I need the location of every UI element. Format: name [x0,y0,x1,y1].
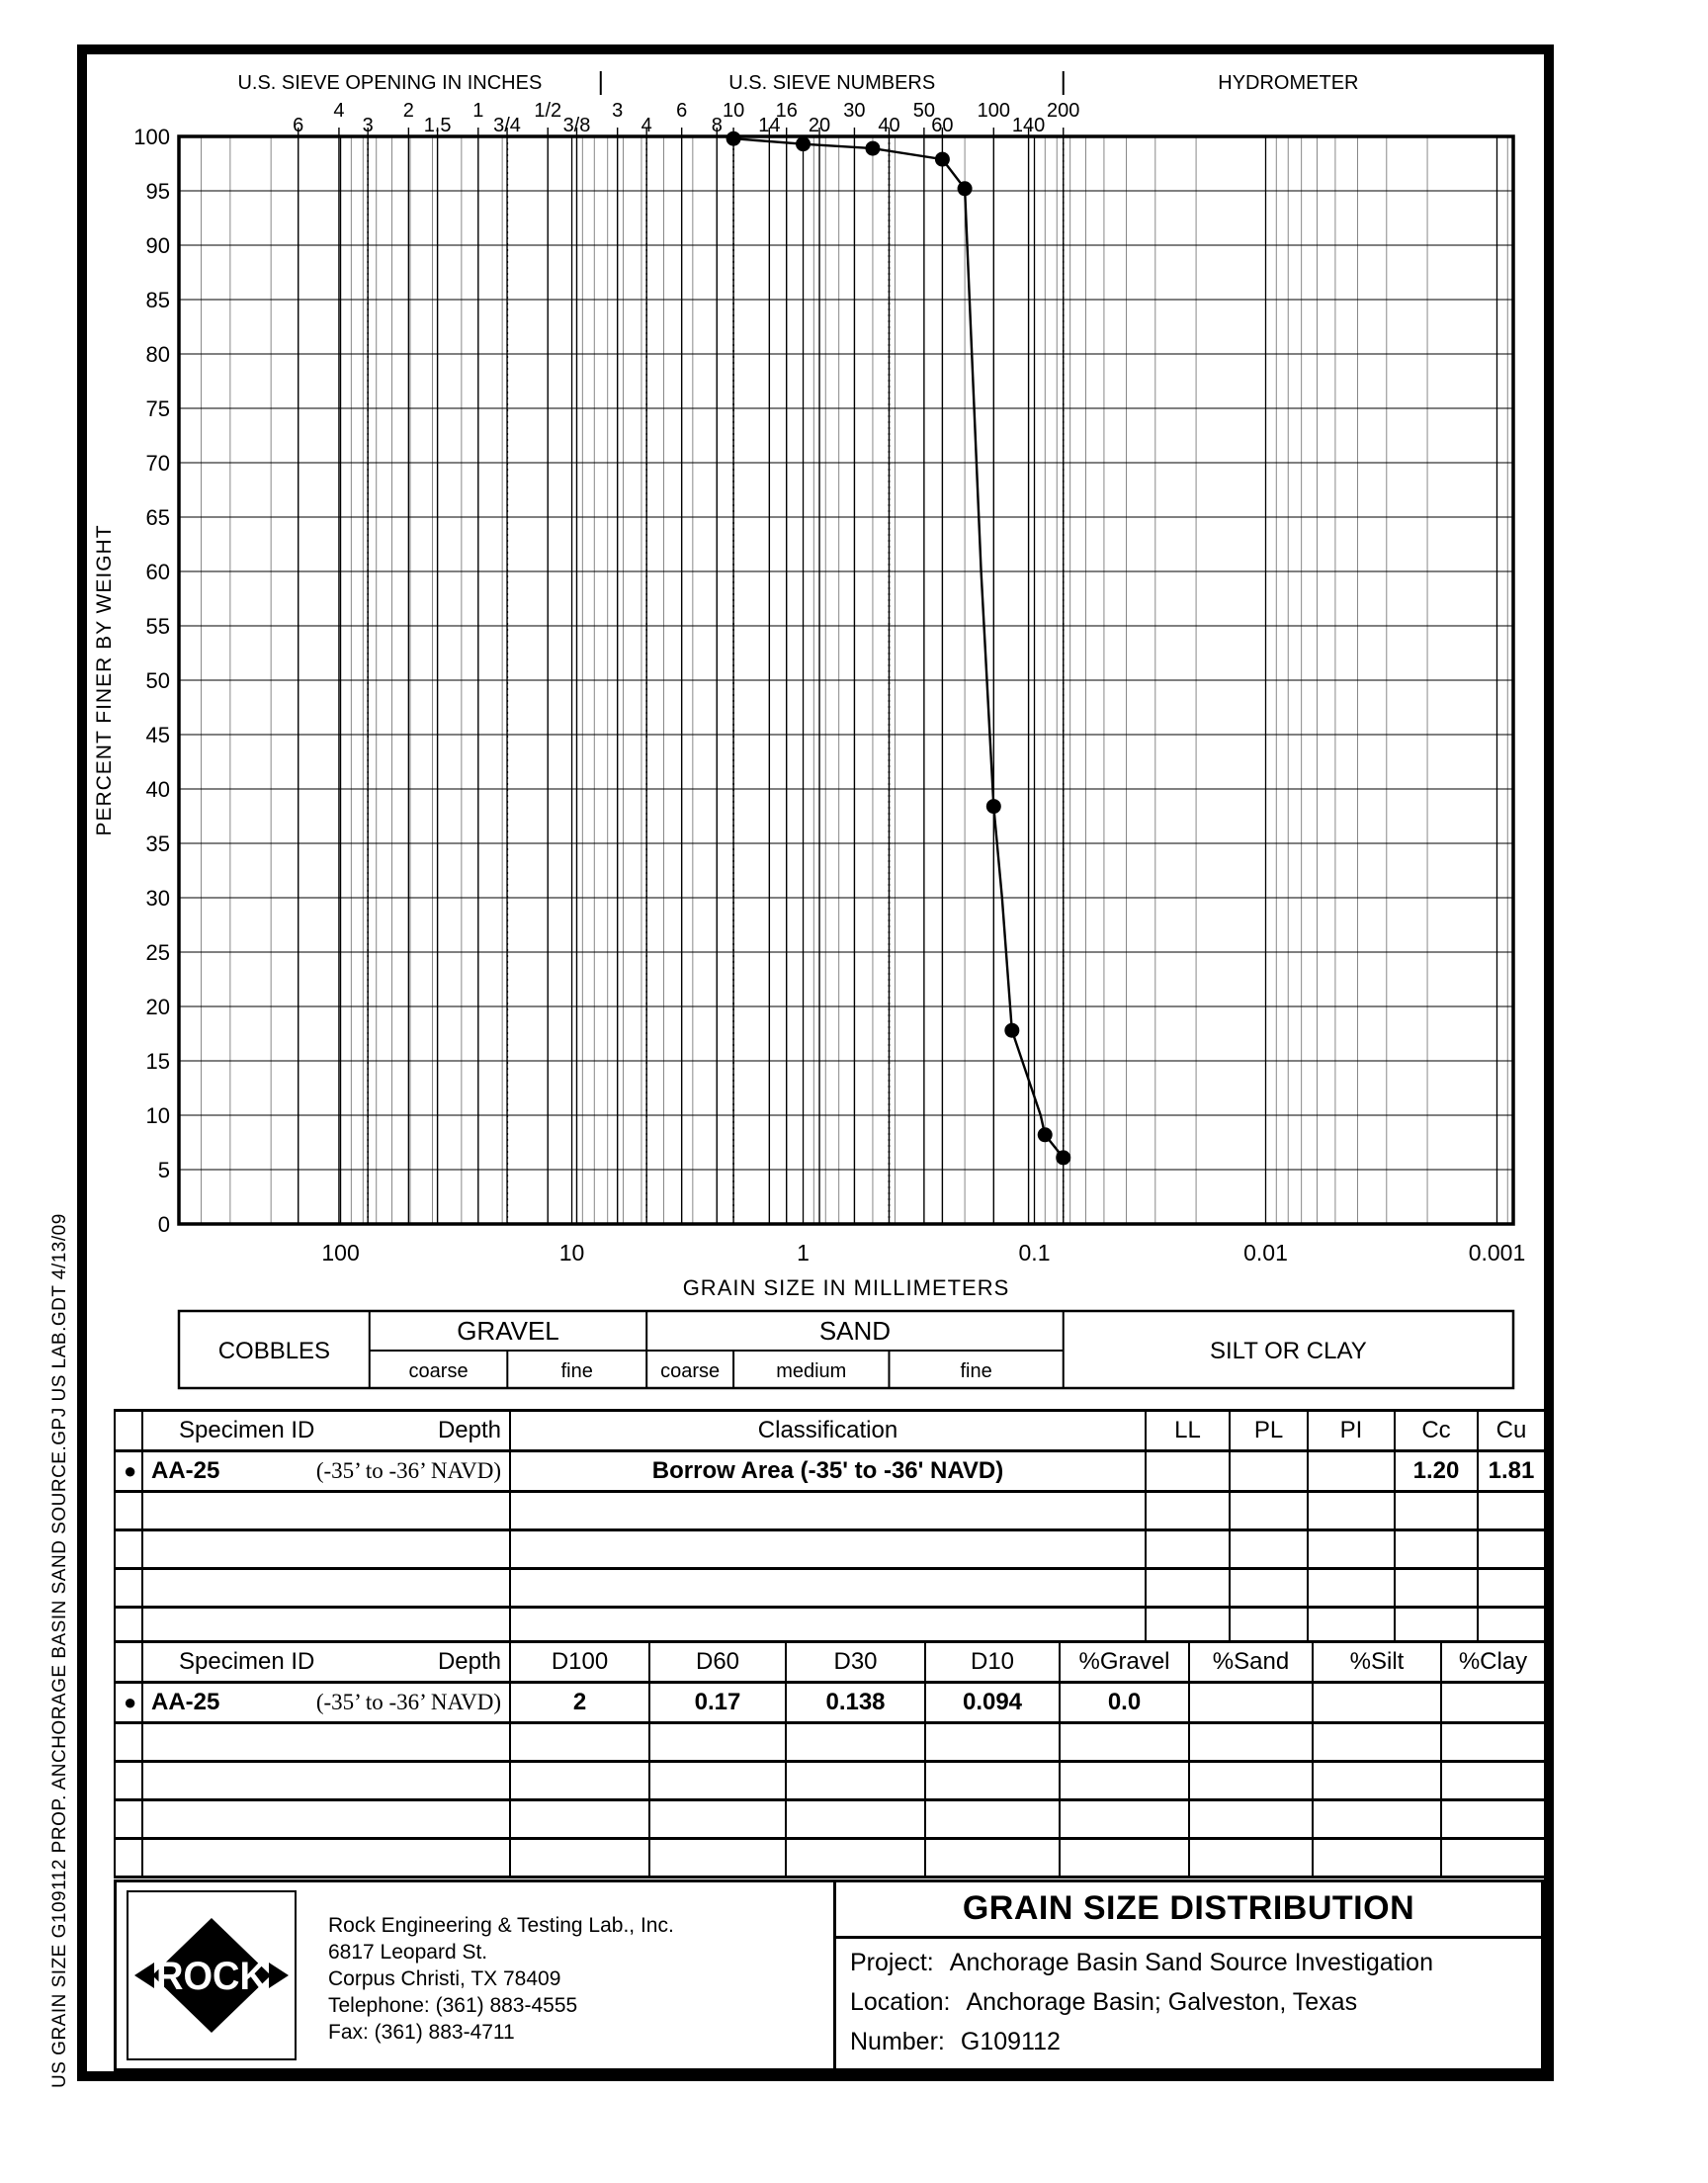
d10-value: 0.094 [925,1683,1060,1723]
svg-text:SAND: SAND [818,1316,892,1346]
svg-text:0.01: 0.01 [1243,1240,1288,1266]
svg-text:100: 100 [977,100,1010,122]
lab-info-panel [117,1882,836,2068]
svg-text:3: 3 [612,100,624,122]
distribution-curve [726,131,1071,1166]
data-point [865,141,880,156]
number-line [850,2027,1541,2057]
svg-text:0.001: 0.001 [1468,1240,1526,1266]
svg-text:40: 40 [878,115,900,136]
svg-text:fine: fine [560,1360,593,1382]
clay-header: %Clay [1441,1642,1545,1683]
depth-header: Depth [437,1648,501,1675]
svg-text:45: 45 [145,723,170,747]
cc-header: Cc [1395,1411,1478,1451]
pl-value [1230,1451,1308,1492]
lab-phone: Telephone: (361) 883-4555 [328,1994,578,2017]
report-title: GRAIN SIZE DISTRIBUTION [836,1882,1541,1939]
data-point [958,181,973,196]
svg-text:25: 25 [145,940,170,965]
symbol-column-header [115,1411,142,1451]
svg-text:14: 14 [758,115,781,136]
x-axis [321,1240,1525,1300]
classification-header: Classification [510,1411,1146,1451]
svg-text:15: 15 [145,1049,170,1074]
svg-text:10: 10 [558,1240,585,1266]
empty-row [115,1723,1545,1762]
svg-text:COBBLES: COBBLES [217,1338,331,1364]
specimen-marker-icon: ● [124,1458,137,1483]
svg-text:4: 4 [333,100,345,122]
lab-address [328,1912,674,2046]
specimen-id-value: AA-25 [151,1689,220,1715]
d60-header: D60 [649,1642,786,1683]
gravel-value: 0.0 [1060,1683,1189,1723]
sand-value [1189,1683,1313,1723]
summary-table [114,1409,1546,1647]
d30-value: 0.138 [786,1683,925,1723]
summary-header-row [115,1411,1545,1451]
svg-text:60: 60 [145,560,170,584]
svg-text:85: 85 [145,288,170,312]
cu-value: 1.81 [1478,1451,1545,1492]
classification-bar [179,1311,1513,1388]
number-label: Number: [850,2028,945,2055]
svg-text:5: 5 [157,1158,170,1182]
svg-text:0: 0 [157,1212,170,1237]
specimen-id-header: Specimen ID [179,1648,315,1675]
svg-text:55: 55 [145,614,170,639]
ll-value [1146,1451,1230,1492]
depth-value: (-35’ to -36’ NAVD) [315,1458,501,1483]
svg-text:3: 3 [362,115,374,136]
svg-text:50: 50 [145,668,170,693]
svg-text:HYDROMETER: HYDROMETER [1218,72,1359,94]
d30-header: D30 [786,1642,925,1683]
svg-text:20: 20 [808,115,831,136]
depth-header: Depth [437,1417,501,1443]
svg-text:U.S. SIEVE NUMBERS: U.S. SIEVE NUMBERS [728,72,936,94]
svg-text:100: 100 [321,1240,360,1266]
svg-text:95: 95 [145,179,170,204]
svg-text:6: 6 [293,115,304,136]
location-value: Anchorage Basin; Galveston, Texas [966,1988,1358,2016]
svg-text:3/4: 3/4 [493,115,521,136]
d100-value: 2 [510,1683,649,1723]
svg-text:1: 1 [797,1240,810,1266]
gravel-header: %Gravel [1060,1642,1189,1683]
empty-row [115,1569,1545,1608]
silt-header: %Silt [1313,1642,1441,1683]
pl-header: PL [1230,1411,1308,1451]
d100-header: D100 [510,1642,649,1683]
svg-text:30: 30 [145,886,170,911]
depth-value: (-35’ to -36’ NAVD) [315,1690,501,1714]
pi-value [1308,1451,1395,1492]
empty-row [115,1492,1545,1530]
svg-text:coarse: coarse [408,1360,469,1382]
svg-text:80: 80 [145,342,170,367]
x-axis-title: GRAIN SIZE IN MILLIMETERS [682,1275,1010,1300]
classification-value: Borrow Area (-35' to -36' NAVD) [510,1451,1146,1492]
silt-value [1313,1683,1441,1723]
clay-value [1441,1683,1545,1723]
svg-text:1.5: 1.5 [423,115,452,136]
project-value: Anchorage Basin Sand Source Investigation [949,1949,1433,1976]
svg-text:16: 16 [775,100,798,122]
svg-text:medium: medium [776,1360,847,1382]
svg-text:10: 10 [722,100,745,122]
svg-text:65: 65 [145,505,170,530]
svg-text:3/8: 3/8 [562,115,591,136]
empty-row [115,1530,1545,1569]
ll-header: LL [1146,1411,1230,1451]
svg-text:fine: fine [960,1360,992,1382]
specimen-id-value: AA-25 [151,1457,220,1484]
svg-text:1: 1 [472,100,484,122]
cu-header: Cu [1478,1411,1545,1451]
project-label: Project: [850,1949,934,1976]
d10-header: D10 [925,1642,1060,1683]
logo-text: ROCK [156,1955,268,1998]
gradation-header-row [115,1642,1545,1683]
rock-logo [127,1890,297,2065]
svg-text:100: 100 [133,125,170,149]
svg-text:coarse: coarse [660,1360,721,1382]
svg-text:8: 8 [711,115,723,136]
specimen-marker-icon: ● [124,1690,137,1714]
svg-text:4: 4 [640,115,652,136]
svg-text:2: 2 [402,100,414,122]
pi-header: PI [1308,1411,1395,1451]
svg-text:40: 40 [145,777,170,802]
svg-text:GRAVEL: GRAVEL [457,1316,559,1346]
empty-row [115,1762,1545,1800]
svg-text:0.1: 0.1 [1018,1240,1051,1266]
svg-text:SILT OR CLAY: SILT OR CLAY [1210,1338,1367,1364]
svg-text:30: 30 [843,100,866,122]
sand-header: %Sand [1189,1642,1313,1683]
data-point [1038,1127,1053,1142]
y-axis [93,125,170,1237]
lab-fax: Fax: (361) 883-4711 [328,2021,515,2044]
cc-value: 1.20 [1395,1451,1478,1492]
svg-text:50: 50 [912,100,935,122]
svg-text:60: 60 [931,115,954,136]
plot-file-sidebar-text: US GRAIN SIZE G109112 PROP. ANCHORAGE BASIN SAND SOURCE.GPJ US LAB.GDT 4/13/09 [49,1213,70,2088]
specimen-id-header: Specimen ID [179,1417,315,1443]
plot-area [179,128,1513,1224]
svg-text:20: 20 [145,995,170,1019]
svg-text:200: 200 [1047,100,1080,122]
gradation-data-row [115,1683,1545,1723]
y-axis-title: PERCENT FINER BY WEIGHT [93,524,116,836]
svg-text:70: 70 [145,451,170,476]
svg-text:10: 10 [145,1103,170,1128]
data-point [1056,1150,1070,1165]
number-value: G109112 [960,2028,1061,2055]
data-point [986,799,1001,814]
svg-text:U.S. SIEVE OPENING IN INCHES: U.S. SIEVE OPENING IN INCHES [237,72,543,94]
empty-row [115,1839,1545,1877]
svg-text:35: 35 [145,831,170,856]
svg-text:90: 90 [145,233,170,258]
empty-row [115,1800,1545,1839]
lab-street: 6817 Leopard St. [328,1941,488,1964]
d60-value: 0.17 [649,1683,786,1723]
svg-text:75: 75 [145,396,170,421]
data-point [726,131,741,146]
data-point [796,136,811,151]
project-line [850,1948,1541,1978]
report-title-panel [836,1882,1541,2068]
data-point [1004,1023,1019,1038]
gradation-table [114,1640,1546,1878]
svg-text:1/2: 1/2 [534,100,562,122]
location-line [850,1987,1541,2018]
lab-name: Rock Engineering & Testing Lab., Inc. [328,1914,674,1937]
sieve-header [237,71,1358,136]
svg-text:6: 6 [676,100,688,122]
title-block [114,1879,1544,2071]
location-label: Location: [850,1988,951,2016]
svg-text:140: 140 [1011,115,1046,136]
summary-data-row [115,1451,1545,1492]
lab-city: Corpus Christi, TX 78409 [328,1967,561,1990]
data-point [935,152,950,167]
